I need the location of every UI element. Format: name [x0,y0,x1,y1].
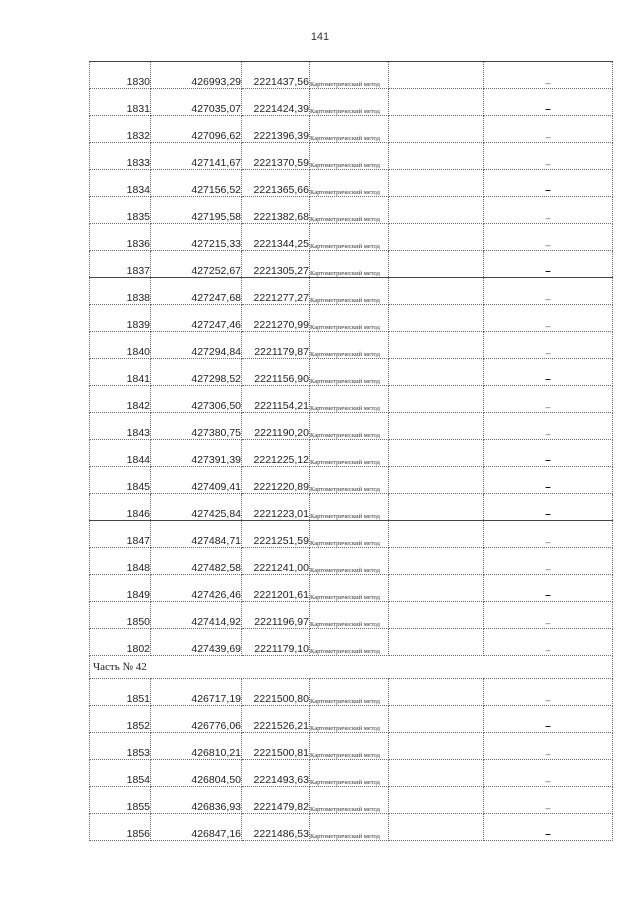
dash-cell: – [484,170,613,197]
dash-cell: – [484,706,613,733]
empty-cell [389,116,484,143]
point-number-cell: 1851 [90,679,151,706]
y-coordinate-cell: 2221223,01 [242,494,310,521]
point-number-cell: 1850 [90,602,151,629]
method-cell: Картометрический метод [310,224,389,251]
method-cell: Картометрический метод [310,629,389,656]
method-cell: Картометрический метод [310,116,389,143]
section-row [90,656,613,679]
x-coordinate-cell: 427215,33 [151,224,242,251]
table-row [90,251,613,278]
x-coordinate-cell: 427439,69 [151,629,242,656]
empty-cell [389,733,484,760]
dash-cell: – [484,386,613,413]
point-number-cell: 1833 [90,143,151,170]
dash-cell: – [484,278,613,305]
dash-cell: – [484,629,613,656]
point-number-cell: 1842 [90,386,151,413]
method-cell: Картометрический метод [310,170,389,197]
table-row [90,224,613,251]
dash-cell: – [484,602,613,629]
empty-cell [389,251,484,278]
y-coordinate-cell: 2221486,53 [242,814,310,841]
point-number-cell: 1856 [90,814,151,841]
dash-cell: – [484,359,613,386]
table-row [90,305,613,332]
dash-cell: – [484,143,613,170]
table-row [90,706,613,733]
point-number-cell: 1849 [90,575,151,602]
dash-cell: – [484,305,613,332]
x-coordinate-cell: 426810,21 [151,733,242,760]
method-cell: Картометрический метод [310,305,389,332]
method-cell: Картометрический метод [310,467,389,494]
method-cell: Картометрический метод [310,413,389,440]
method-cell: Картометрический метод [310,197,389,224]
x-coordinate-cell: 426836,93 [151,787,242,814]
table-row [90,278,613,305]
method-cell: Картометрический метод [310,89,389,116]
table-row [90,467,613,494]
method-cell: Картометрический метод [310,359,389,386]
x-coordinate-cell: 427306,50 [151,386,242,413]
method-cell: Картометрический метод [310,760,389,787]
dash-cell: – [484,440,613,467]
y-coordinate-cell: 2221179,87 [242,332,310,359]
table-row [90,197,613,224]
dash-cell: – [484,575,613,602]
table-row [90,440,613,467]
table-row [90,494,613,521]
table-row [90,143,613,170]
x-coordinate-cell: 426847,16 [151,814,242,841]
method-cell: Картометрический метод [310,575,389,602]
point-number-cell: 1835 [90,197,151,224]
method-cell: Картометрический метод [310,494,389,521]
point-number-cell: 1834 [90,170,151,197]
y-coordinate-cell: 2221370,59 [242,143,310,170]
table-row [90,548,613,575]
point-number-cell: 1846 [90,494,151,521]
y-coordinate-cell: 2221526,21 [242,706,310,733]
dash-cell: – [484,89,613,116]
table-row [90,575,613,602]
method-cell: Картометрический метод [310,440,389,467]
table-row [90,386,613,413]
method-cell: Картометрический метод [310,679,389,706]
x-coordinate-cell: 427482,58 [151,548,242,575]
empty-cell [389,62,484,89]
point-number-cell: 1837 [90,251,151,278]
point-number-cell: 1843 [90,413,151,440]
y-coordinate-cell: 2221382,68 [242,197,310,224]
empty-cell [389,413,484,440]
coordinates-table-body [90,62,613,841]
empty-cell [389,89,484,116]
empty-cell [389,602,484,629]
method-cell: Картометрический метод [310,143,389,170]
empty-cell [389,170,484,197]
table-row [90,332,613,359]
dash-cell: – [484,62,613,89]
page-number: 141 [310,31,330,43]
point-number-cell: 1802 [90,629,151,656]
point-number-cell: 1830 [90,62,151,89]
table-row [90,787,613,814]
point-number-cell: 1831 [90,89,151,116]
point-number-cell: 1848 [90,548,151,575]
table-row [90,116,613,143]
empty-cell [389,467,484,494]
y-coordinate-cell: 2221479,82 [242,787,310,814]
dash-cell: – [484,197,613,224]
table-row [90,62,613,89]
y-coordinate-cell: 2221156,90 [242,359,310,386]
y-coordinate-cell: 2221424,39 [242,89,310,116]
point-number-cell: 1845 [90,467,151,494]
y-coordinate-cell: 2221500,81 [242,733,310,760]
x-coordinate-cell: 427247,46 [151,305,242,332]
method-cell: Картометрический метод [310,521,389,548]
y-coordinate-cell: 2221154,21 [242,386,310,413]
empty-cell [389,143,484,170]
empty-cell [389,224,484,251]
dash-cell: – [484,467,613,494]
x-coordinate-cell: 426804,50 [151,760,242,787]
method-cell: Картометрический метод [310,386,389,413]
dash-cell: – [484,787,613,814]
empty-cell [389,706,484,733]
table-row [90,629,613,656]
empty-cell [389,278,484,305]
empty-cell [389,760,484,787]
dash-cell: – [484,332,613,359]
dash-cell: – [484,733,613,760]
y-coordinate-cell: 2221493,63 [242,760,310,787]
y-coordinate-cell: 2221201,61 [242,575,310,602]
y-coordinate-cell: 2221344,25 [242,224,310,251]
empty-cell [389,521,484,548]
empty-cell [389,332,484,359]
empty-cell [389,575,484,602]
x-coordinate-cell: 427391,39 [151,440,242,467]
x-coordinate-cell: 427380,75 [151,413,242,440]
y-coordinate-cell: 2221179,10 [242,629,310,656]
empty-cell [389,305,484,332]
method-cell: Картометрический метод [310,278,389,305]
point-number-cell: 1836 [90,224,151,251]
x-coordinate-cell: 427294,84 [151,332,242,359]
y-coordinate-cell: 2221225,12 [242,440,310,467]
empty-cell [389,494,484,521]
table-row [90,602,613,629]
empty-cell [389,440,484,467]
point-number-cell: 1844 [90,440,151,467]
y-coordinate-cell: 2221277,27 [242,278,310,305]
y-coordinate-cell: 2221220,89 [242,467,310,494]
empty-cell [389,814,484,841]
y-coordinate-cell: 2221241,00 [242,548,310,575]
x-coordinate-cell: 427141,67 [151,143,242,170]
dash-cell: – [484,760,613,787]
coordinates-table [89,61,613,841]
point-number-cell: 1852 [90,706,151,733]
x-coordinate-cell: 426993,29 [151,62,242,89]
x-coordinate-cell: 427247,68 [151,278,242,305]
x-coordinate-cell: 427426,46 [151,575,242,602]
empty-cell [389,548,484,575]
point-number-cell: 1840 [90,332,151,359]
point-number-cell: 1839 [90,305,151,332]
dash-cell: – [484,413,613,440]
x-coordinate-cell: 427425,84 [151,494,242,521]
method-cell: Картометрический метод [310,62,389,89]
empty-cell [389,197,484,224]
table-row [90,814,613,841]
dash-cell: – [484,116,613,143]
y-coordinate-cell: 2221251,59 [242,521,310,548]
x-coordinate-cell: 427195,58 [151,197,242,224]
point-number-cell: 1838 [90,278,151,305]
point-number-cell: 1832 [90,116,151,143]
method-cell: Картометрический метод [310,814,389,841]
dash-cell: – [484,251,613,278]
point-number-cell: 1853 [90,733,151,760]
x-coordinate-cell: 427414,92 [151,602,242,629]
x-coordinate-cell: 427252,67 [151,251,242,278]
table-row [90,89,613,116]
point-number-cell: 1841 [90,359,151,386]
x-coordinate-cell: 427156,52 [151,170,242,197]
y-coordinate-cell: 2221437,56 [242,62,310,89]
dash-cell: – [484,548,613,575]
dash-cell: – [484,521,613,548]
method-cell: Картометрический метод [310,251,389,278]
method-cell: Картометрический метод [310,733,389,760]
method-cell: Картометрический метод [310,548,389,575]
table-row [90,359,613,386]
dash-cell: – [484,224,613,251]
x-coordinate-cell: 426776,06 [151,706,242,733]
table-row [90,733,613,760]
dash-cell: – [484,679,613,706]
table-row [90,521,613,548]
y-coordinate-cell: 2221305,27 [242,251,310,278]
empty-cell [389,629,484,656]
empty-cell [389,679,484,706]
empty-cell [389,787,484,814]
x-coordinate-cell: 427484,71 [151,521,242,548]
dash-cell: – [484,494,613,521]
x-coordinate-cell: 427409,41 [151,467,242,494]
y-coordinate-cell: 2221270,99 [242,305,310,332]
y-coordinate-cell: 2221196,97 [242,602,310,629]
method-cell: Картометрический метод [310,787,389,814]
point-number-cell: 1855 [90,787,151,814]
method-cell: Картометрический метод [310,706,389,733]
empty-cell [389,386,484,413]
table-row [90,679,613,706]
table-row [90,760,613,787]
y-coordinate-cell: 2221500,80 [242,679,310,706]
point-number-cell: 1854 [90,760,151,787]
x-coordinate-cell: 426717,19 [151,679,242,706]
x-coordinate-cell: 427096,62 [151,116,242,143]
empty-cell [389,359,484,386]
x-coordinate-cell: 427035,07 [151,89,242,116]
point-number-cell: 1847 [90,521,151,548]
table-row [90,413,613,440]
method-cell: Картометрический метод [310,332,389,359]
dash-cell: – [484,814,613,841]
table-row [90,170,613,197]
section-title: Часть № 42 [90,656,613,679]
y-coordinate-cell: 2221190,20 [242,413,310,440]
x-coordinate-cell: 427298,52 [151,359,242,386]
y-coordinate-cell: 2221365,66 [242,170,310,197]
y-coordinate-cell: 2221396,39 [242,116,310,143]
method-cell: Картометрический метод [310,602,389,629]
